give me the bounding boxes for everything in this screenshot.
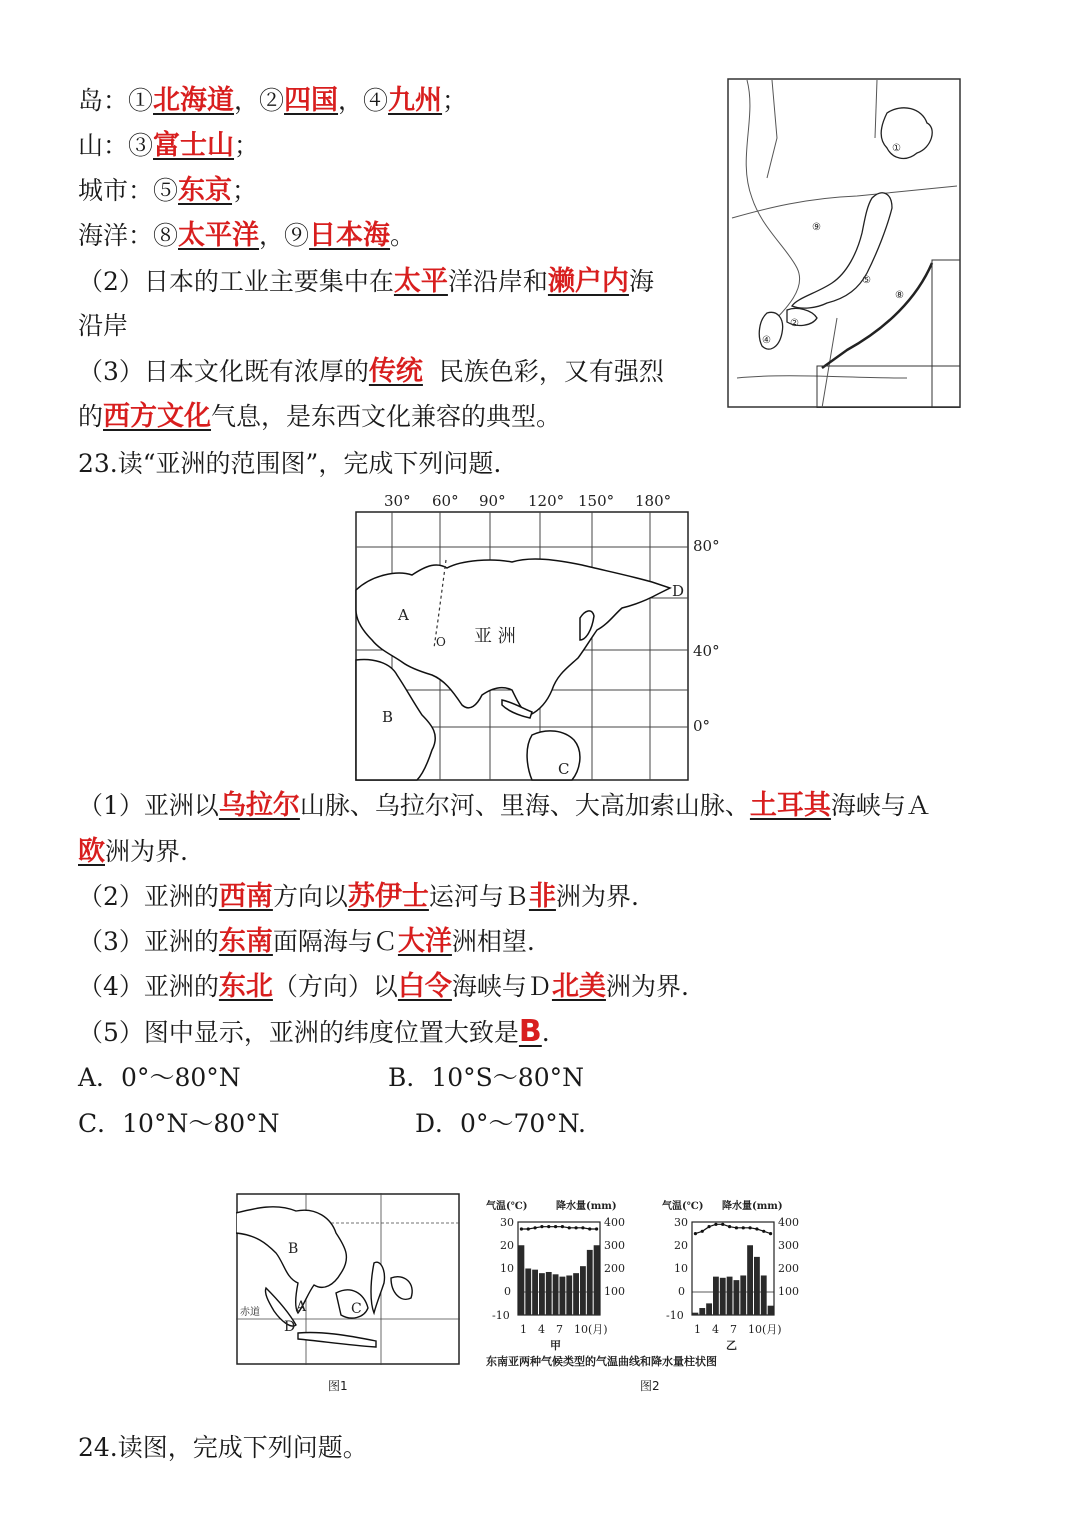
precip-tick-200-jia: 200	[604, 1262, 625, 1275]
precip-bar-yi-4	[713, 1277, 719, 1315]
lon-label-30: 30°	[384, 492, 411, 510]
temp-point-yi-5	[721, 1223, 724, 1226]
answer-tokyo: 东京	[178, 175, 233, 206]
month-tick-4-jia: 4	[538, 1323, 545, 1336]
answer-tradition: 传统	[368, 356, 423, 387]
precip-tick-100-yi: 100	[778, 1285, 799, 1298]
precip-label-yi: 降水量(mm)	[722, 1201, 783, 1212]
month-tick-4-yi: 4	[712, 1323, 719, 1336]
precip-bar-yi-12	[768, 1306, 774, 1315]
temp-point-yi-8	[742, 1226, 745, 1229]
temp-point-jia-4	[540, 1225, 543, 1228]
japan-city-line: 城市：⑤东京；	[78, 175, 258, 206]
temp-tick-0-yi: 0	[678, 1285, 685, 1298]
asia-map-point-a: A	[398, 606, 409, 624]
temp-tick-20-yi: 20	[674, 1239, 688, 1252]
answer-western-culture: 西方文化	[103, 401, 212, 432]
month-tick-10-yi: 10(月)	[748, 1323, 782, 1336]
q23-option-d: D．0°～70°N.	[415, 1109, 586, 1138]
precip-bar-jia-11	[587, 1250, 593, 1315]
lat-label-40: 40°	[693, 642, 720, 660]
japan-map-mark-2: ②	[790, 318, 799, 329]
japan-ocean-line: 海洋：⑧太平洋，⑨日本海。	[78, 220, 416, 251]
japan-islands-line: 岛：①北海道，②四国，④九州；	[78, 85, 468, 116]
lon-label-150: 150°	[578, 492, 615, 510]
answer-africa: 非	[528, 881, 556, 912]
lon-label-120: 120°	[528, 492, 565, 510]
month-tick-7-jia: 7	[556, 1323, 563, 1336]
temp-point-jia-5	[547, 1225, 550, 1228]
answer-ural: 乌拉尔	[218, 790, 300, 821]
precip-tick-400-jia: 400	[604, 1216, 625, 1229]
precip-bar-jia-8	[566, 1275, 572, 1315]
temp-point-yi-12	[769, 1232, 772, 1235]
answer-hokkaido: 北海道	[153, 85, 235, 116]
precip-bar-jia-2	[525, 1269, 531, 1316]
temp-point-yi-11	[762, 1230, 765, 1233]
precip-bar-jia-9	[573, 1273, 579, 1315]
answer-seto-inland: 濑户内	[547, 266, 629, 297]
japan-map-mark-8: ⑧	[895, 290, 904, 301]
precip-bar-jia-5	[546, 1272, 552, 1315]
temp-tick-20-jia: 20	[500, 1239, 514, 1252]
japan-map-mark-4: ④	[762, 335, 771, 346]
lon-label-60: 60°	[432, 492, 459, 510]
q23-option-a: A．0°～80°N	[78, 1063, 241, 1092]
answer-turkish: 土耳其	[749, 790, 831, 821]
temp-point-jia-1	[520, 1227, 523, 1230]
chart-title-jia: 甲	[550, 1339, 561, 1352]
temp-point-yi-10	[755, 1227, 758, 1230]
answer-northeast: 东北	[218, 971, 273, 1002]
answer-suez: 苏伊士	[347, 881, 429, 912]
precip-bar-yi-7	[734, 1280, 740, 1315]
lon-label-180: 180°	[635, 492, 672, 510]
temp-point-yi-7	[735, 1226, 738, 1229]
temp-point-yi-4	[714, 1223, 717, 1226]
month-tick-7-yi: 7	[730, 1323, 737, 1336]
q23-s2: （2）亚洲的西南方向以苏伊士运河与Ｂ非洲为界.	[78, 881, 639, 912]
lat-label-0: 0°	[693, 717, 711, 735]
asia-range-map	[352, 490, 722, 785]
precip-bar-yi-3	[706, 1303, 712, 1315]
precip-label-jia: 降水量(mm)	[556, 1201, 617, 1212]
answer-bering: 白令	[397, 971, 452, 1002]
temp-point-jia-3	[533, 1226, 536, 1229]
figure-2-caption: 图2	[640, 1379, 660, 1393]
temp-point-jia-6	[554, 1225, 557, 1228]
answer-pacific-coast: 太平	[393, 266, 448, 297]
figure-2-bottom-caption: 东南亚两种气候类型的气温曲线和降水量柱状图	[486, 1355, 717, 1368]
temp-point-jia-8	[568, 1226, 571, 1229]
q23-s1: （1）亚洲以乌拉尔山脉、乌拉尔河、里海、大高加索山脉、土耳其海峡与Ａ	[78, 790, 931, 821]
japan-map	[727, 78, 961, 408]
answer-oceania: 大洋	[397, 926, 452, 957]
temp-tick-neg10-jia: -10	[492, 1309, 510, 1322]
se-asia-point-c: C	[351, 1301, 362, 1317]
month-tick-10-jia: 10(月)	[574, 1323, 608, 1336]
temp-point-jia-12	[595, 1227, 598, 1230]
answer-southwest: 西南	[218, 881, 273, 912]
precip-tick-400-yi: 400	[778, 1216, 799, 1229]
temp-tick-10-yi: 10	[674, 1262, 688, 1275]
temp-point-yi-9	[748, 1226, 751, 1229]
japan-q2-line: （2）日本的工业主要集中在太平洋沿岸和濑户内海	[78, 266, 654, 297]
chart-title-yi: 乙	[726, 1339, 737, 1352]
precip-bar-yi-1	[693, 1313, 699, 1315]
asia-map-point-b: B	[382, 708, 394, 726]
q24-title: 24.读图，完成下列问题。	[78, 1433, 368, 1462]
precip-bar-jia-4	[539, 1273, 545, 1315]
temp-line-jia	[521, 1227, 596, 1229]
japan-q3-line: （3）日本文化既有浓厚的传统 民族色彩，又有强烈	[78, 356, 664, 387]
asia-map-point-o: O	[436, 635, 446, 649]
japan-map-mark-5: ⑤	[862, 275, 871, 286]
q23-s3: （3）亚洲的东南面隔海与Ｃ大洋洲相望.	[78, 926, 535, 957]
q23-option-c: C．10°N～80°N	[78, 1109, 280, 1138]
q23-s4: （4）亚洲的东北（方向）以白令海峡与Ｄ北美洲为界.	[78, 971, 689, 1002]
se-asia-map	[236, 1193, 460, 1365]
japan-map-mark-9: ⑨	[812, 222, 821, 233]
precip-bar-jia-7	[560, 1277, 566, 1315]
temp-point-yi-1	[694, 1232, 697, 1235]
precip-tick-300-yi: 300	[778, 1239, 799, 1252]
temp-line-yi	[695, 1224, 770, 1233]
precip-bar-yi-9	[747, 1245, 753, 1315]
answer-shikoku: 四国	[284, 85, 339, 116]
answer-north-america: 北美	[551, 971, 606, 1002]
answer-southeast: 东南	[218, 926, 273, 957]
asia-label: 亚 洲	[474, 626, 516, 647]
se-asia-point-d: D	[284, 1319, 296, 1335]
temp-tick-0-jia: 0	[504, 1285, 511, 1298]
answer-sea-of-japan: 日本海	[309, 220, 391, 251]
precip-bar-yi-2	[699, 1308, 705, 1315]
q23-s5: （5）图中显示，亚洲的纬度位置大致是B.	[78, 1014, 550, 1049]
precip-tick-300-jia: 300	[604, 1239, 625, 1252]
precip-bar-yi-11	[761, 1275, 767, 1315]
temp-point-jia-11	[588, 1227, 591, 1230]
japan-q2-cont: 沿岸	[78, 311, 129, 340]
climate-charts	[484, 1195, 814, 1370]
temp-point-jia-10	[581, 1226, 584, 1229]
temp-tick-10-jia: 10	[500, 1262, 514, 1275]
answer-fuji: 富士山	[153, 130, 235, 161]
precip-bar-jia-1	[519, 1245, 525, 1315]
precip-bar-jia-6	[553, 1274, 559, 1315]
japan-map-mark-1: ①	[892, 143, 901, 154]
asia-map-point-d: D	[672, 582, 685, 600]
q23-option-b: B．10°S～80°N	[388, 1063, 584, 1092]
precip-bar-jia-12	[594, 1245, 600, 1315]
answer-pacific: 太平洋	[178, 220, 260, 251]
temp-tick-neg10-yi: -10	[666, 1309, 684, 1322]
equator-label: 赤道	[240, 1307, 260, 1318]
lat-label-80: 80°	[693, 537, 720, 555]
figure-1-caption: 图1	[328, 1379, 348, 1393]
se-asia-point-b: B	[288, 1241, 299, 1257]
precip-bar-jia-3	[532, 1270, 538, 1315]
se-asia-point-a: A	[296, 1299, 307, 1315]
q23-title: 23.读“亚洲的范围图”，完成下列问题.	[78, 449, 502, 478]
asia-map-point-c: C	[558, 760, 570, 778]
temp-label-jia: 气温(℃)	[486, 1201, 528, 1212]
precip-tick-100-jia: 100	[604, 1285, 625, 1298]
temp-point-yi-6	[728, 1225, 731, 1228]
temp-label-yi: 气温(℃)	[662, 1201, 704, 1212]
temp-tick-30-yi: 30	[674, 1216, 688, 1229]
japan-q3-cont: 的西方文化气息，是东西文化兼容的典型。	[78, 401, 562, 432]
precip-bar-jia-10	[580, 1266, 586, 1315]
precip-bar-yi-8	[740, 1275, 746, 1315]
temp-tick-30-jia: 30	[500, 1216, 514, 1229]
month-tick-1-yi: 1	[694, 1323, 701, 1336]
month-tick-1-jia: 1	[520, 1323, 527, 1336]
temp-point-jia-2	[527, 1227, 530, 1230]
answer-b: B	[518, 1014, 542, 1049]
answer-europe: 欧	[78, 836, 105, 867]
temp-point-yi-2	[701, 1230, 704, 1233]
temp-point-jia-7	[561, 1225, 564, 1228]
precip-tick-200-yi: 200	[778, 1262, 799, 1275]
answer-kyushu: 九州	[388, 85, 443, 116]
precip-bar-yi-6	[727, 1277, 733, 1315]
japan-mountain-line: 山：③富士山；	[78, 130, 260, 161]
precip-bar-yi-10	[754, 1257, 760, 1315]
q23-s1-cont: 欧洲为界.	[78, 836, 188, 867]
lon-label-90: 90°	[479, 492, 506, 510]
temp-point-yi-3	[707, 1225, 710, 1228]
precip-bar-yi-5	[720, 1278, 726, 1315]
temp-point-jia-9	[574, 1226, 577, 1229]
